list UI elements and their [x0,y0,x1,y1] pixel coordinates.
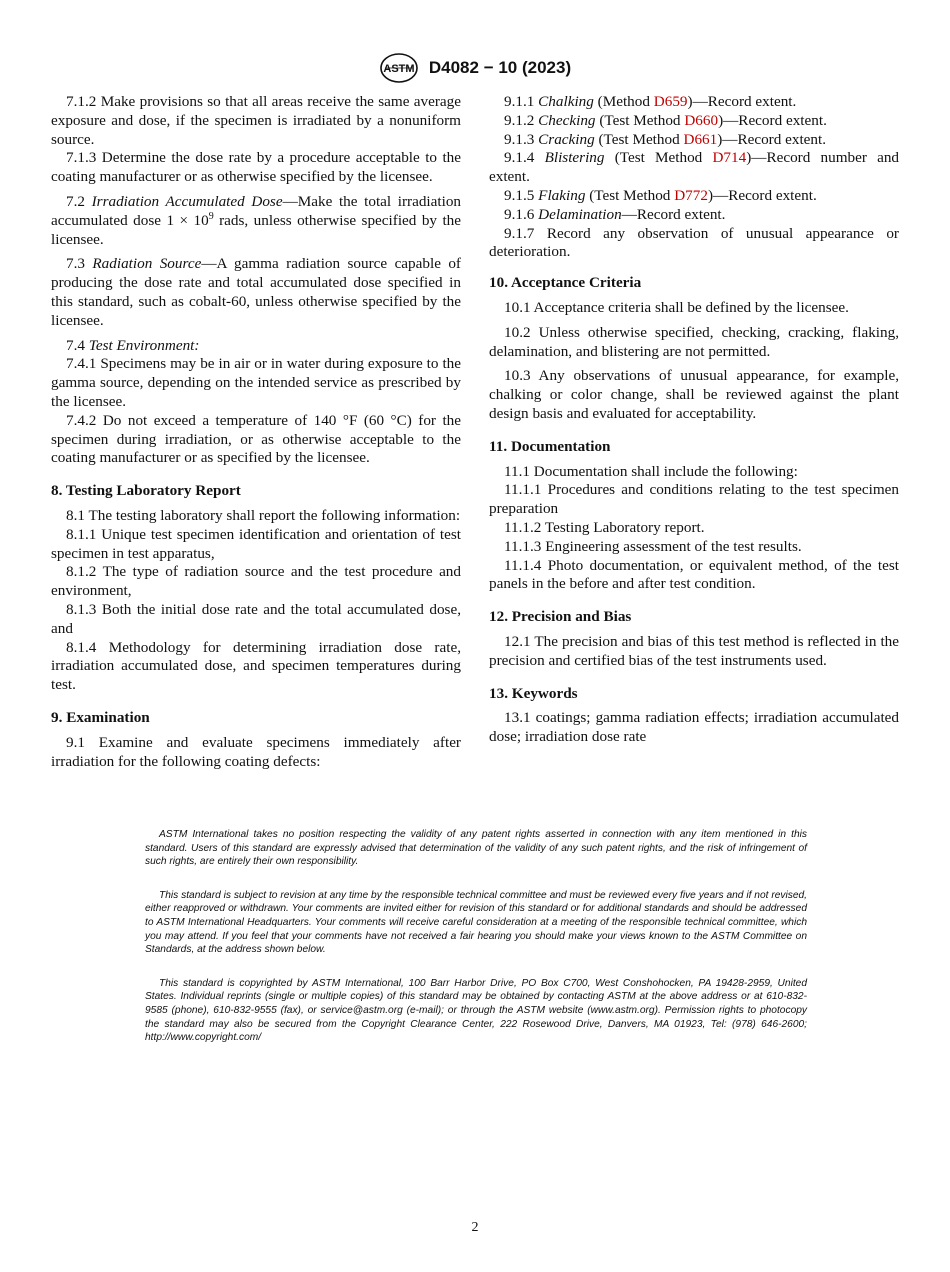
paragraph-7-2: 7.2 Irradiation Accumulated Dose—Make the total irradiation accumulated dose $1 \times 10^9$ rads, unless otherwise specified by the licensee. [51,192,462,248]
reference-link-d714[interactable]: D714 [712,149,747,167]
paragraph-9-1-2: 9.1.2 Checking (Test Method D660)—Record extent. [504,111,827,129]
paragraph-12-1: 12.1 The precision and bias of this test method is reflected in the precision and certified bias of the test instruments used. [489,632,899,669]
document-designation: D4082 − 10 (2023) [428,58,572,77]
paragraph-13-1: 13.1 coatings; gamma radiation effects; irradiation accumulated dose; irradiation dose rate [489,709,899,746]
paragraph-9-1-1: 9.1.1 Chalking (Method D659)—Record extent. [504,93,797,110]
section-heading-9: 9. Examination [51,708,150,726]
paragraph-7-4-1: 7.4.1 Specimens may be in air or in water during exposure to the gamma source, depending on the intended service as prescribed by the licensee. [51,355,461,410]
section-heading-13: 13. Keywords [489,684,578,702]
reference-link-d661[interactable]: D661 [683,130,718,148]
paragraph-9-1-3: 9.1.3 Cracking (Test Method D661)—Record extent. [504,130,827,148]
paragraph-9-1-6: 9.1.6 Delamination—Record extent. [504,205,726,223]
reference-link-d772[interactable]: D772 [674,186,708,204]
paragraph-8-1-3: 8.1.3 Both the initial dose rate and the total accumulated dose, and [51,600,461,637]
astm-logo-icon [379,52,419,84]
paragraph-8-1-4: 8.1.4 Methodology for determining irradiation dose rate, irradiation accumulated dose, and specimen temperatures during test. [51,638,461,694]
footer-notes [145,828,807,1065]
paragraph-7-3: 7.3 Radiation Source—A gamma radiation source capable of producing the dose rate and total accumulated dose specified in this standard, such as cobalt-60, unless otherwise specified by the licensee. [51,255,461,329]
left-column [51,93,461,771]
paragraph-8-1-2: 8.1.2 The type of radiation source and the test procedure and environment, [51,563,461,600]
paragraph-9-1-5: 9.1.5 Flaking (Test Method D772)—Record extent. [504,186,817,204]
paragraph-9-1-7: 9.1.7 Record any observation of unusual appearance or deterioration. [489,224,899,261]
section-heading-11: 11. Documentation [489,437,611,455]
reference-link-d659[interactable]: D659 [653,93,688,110]
reference-link-d660[interactable]: D660 [684,111,719,129]
paragraph-11-1-4: 11.1.4 Photo documentation, or equivalent method, of the test panels in the before and after test condition. [489,556,899,593]
astm-logo-text: ASTM [383,63,415,75]
patent-notice: ASTM International takes no position respecting the validity of any patent rights asserted in connection with any item mentioned in this standard. Users of this standard are expressly advised that determination of the validity of any such patent rights, and the risk of infringement of such rights, are entirely their own responsibility. [145,829,807,868]
section-heading-8: 8. Testing Laboratory Report [51,482,241,500]
paragraph-11-1: 11.1 Documentation shall include the following: [504,462,798,480]
paragraph-7-4: 7.4 Test Environment: [66,336,200,354]
paragraph-8-1-1: 8.1.1 Unique test specimen identification and orientation of test specimen in test apparatus, [51,525,461,562]
copyright-notice: This standard is copyrighted by ASTM International, 100 Barr Harbor Drive, PO Box C700, West Conshohocken, PA 19428-2959, United States. Individual reprints (single or multiple copies) of this standard may be obtained by contacting ASTM at the above address or at 610-832-9585 (phone), 610-832-9555 (fax), or service@astm.org (e-mail); or through the ASTM website (www.astm.org). Permission rights to photocopy the standard may also be secured from the Copyright Clearance Center, 222 Rosewood Drive, Danvers, MA 01923, Tel: (978) 646-2600; http://www.copyright.com/ [145,977,807,1044]
revision-notice: This standard is subject to revision at any time by the responsible technical committee and must be reviewed every five years and if not revised, either reapproved or withdrawn. Your comments are invited either for revision of this standard or for additional standards and should be addressed to ASTM International Headquarters. Your comments will receive careful consideration at a meeting of the responsible technical committee, which you may attend. If you feel that your comments have not received a fair hearing you should make your views known to the ASTM Committee on Standards, at the address shown below. [145,889,807,956]
section-heading-12: 12. Precision and Bias [489,608,632,626]
paragraph-7-4-2: 7.4.2 Do not exceed a temperature of 140 °F (60 °C) for the specimen during irradiation, or as otherwise acceptable to the coating manufacturer or as specified by the licensee. [51,411,461,467]
paragraph-10-3: 10.3 Any observations of unusual appearance, for example, chalking or color change, shall be reviewed against the plant design basis and evaluated for acceptability. [489,367,899,422]
section-heading-10: 10. Acceptance Criteria [489,274,642,292]
paragraph-9-1: 9.1 Examine and evaluate specimens immediately after irradiation for the following coating defects: [51,733,461,770]
paragraph-7-1-2: 7.1.2 Make provisions so that all areas receive the same average exposure and dose, if the specimen is irradiated by a nonuniform source. [51,93,461,148]
paragraph-10-2: 10.2 Unless otherwise specified, checking, cracking, flaking, delamination, and blistering are not permitted. [489,323,899,360]
right-column [489,93,899,747]
paragraph-8-1: 8.1 The testing laboratory shall report the following information: [66,506,461,524]
paragraph-10-1: 10.1 Acceptance criteria shall be defined by the licensee. [504,298,849,316]
paragraph-7-1-3: 7.1.3 Determine the dose rate by a procedure acceptable to the coating manufacturer or as otherwise specified by the licensee. [51,149,461,186]
page-number: 2 [471,1220,479,1235]
paragraph-9-1-4: 9.1.4 Blistering (Test Method D714)—Record number and extent. [489,149,900,186]
paragraph-11-1-2: 11.1.2 Testing Laboratory report. [504,518,705,536]
paragraph-11-1-3: 11.1.3 Engineering assessment of the test results. [504,537,802,555]
paragraph-11-1-1: 11.1.1 Procedures and conditions relating to the test specimen preparation [489,481,899,518]
page-header [0,52,950,84]
